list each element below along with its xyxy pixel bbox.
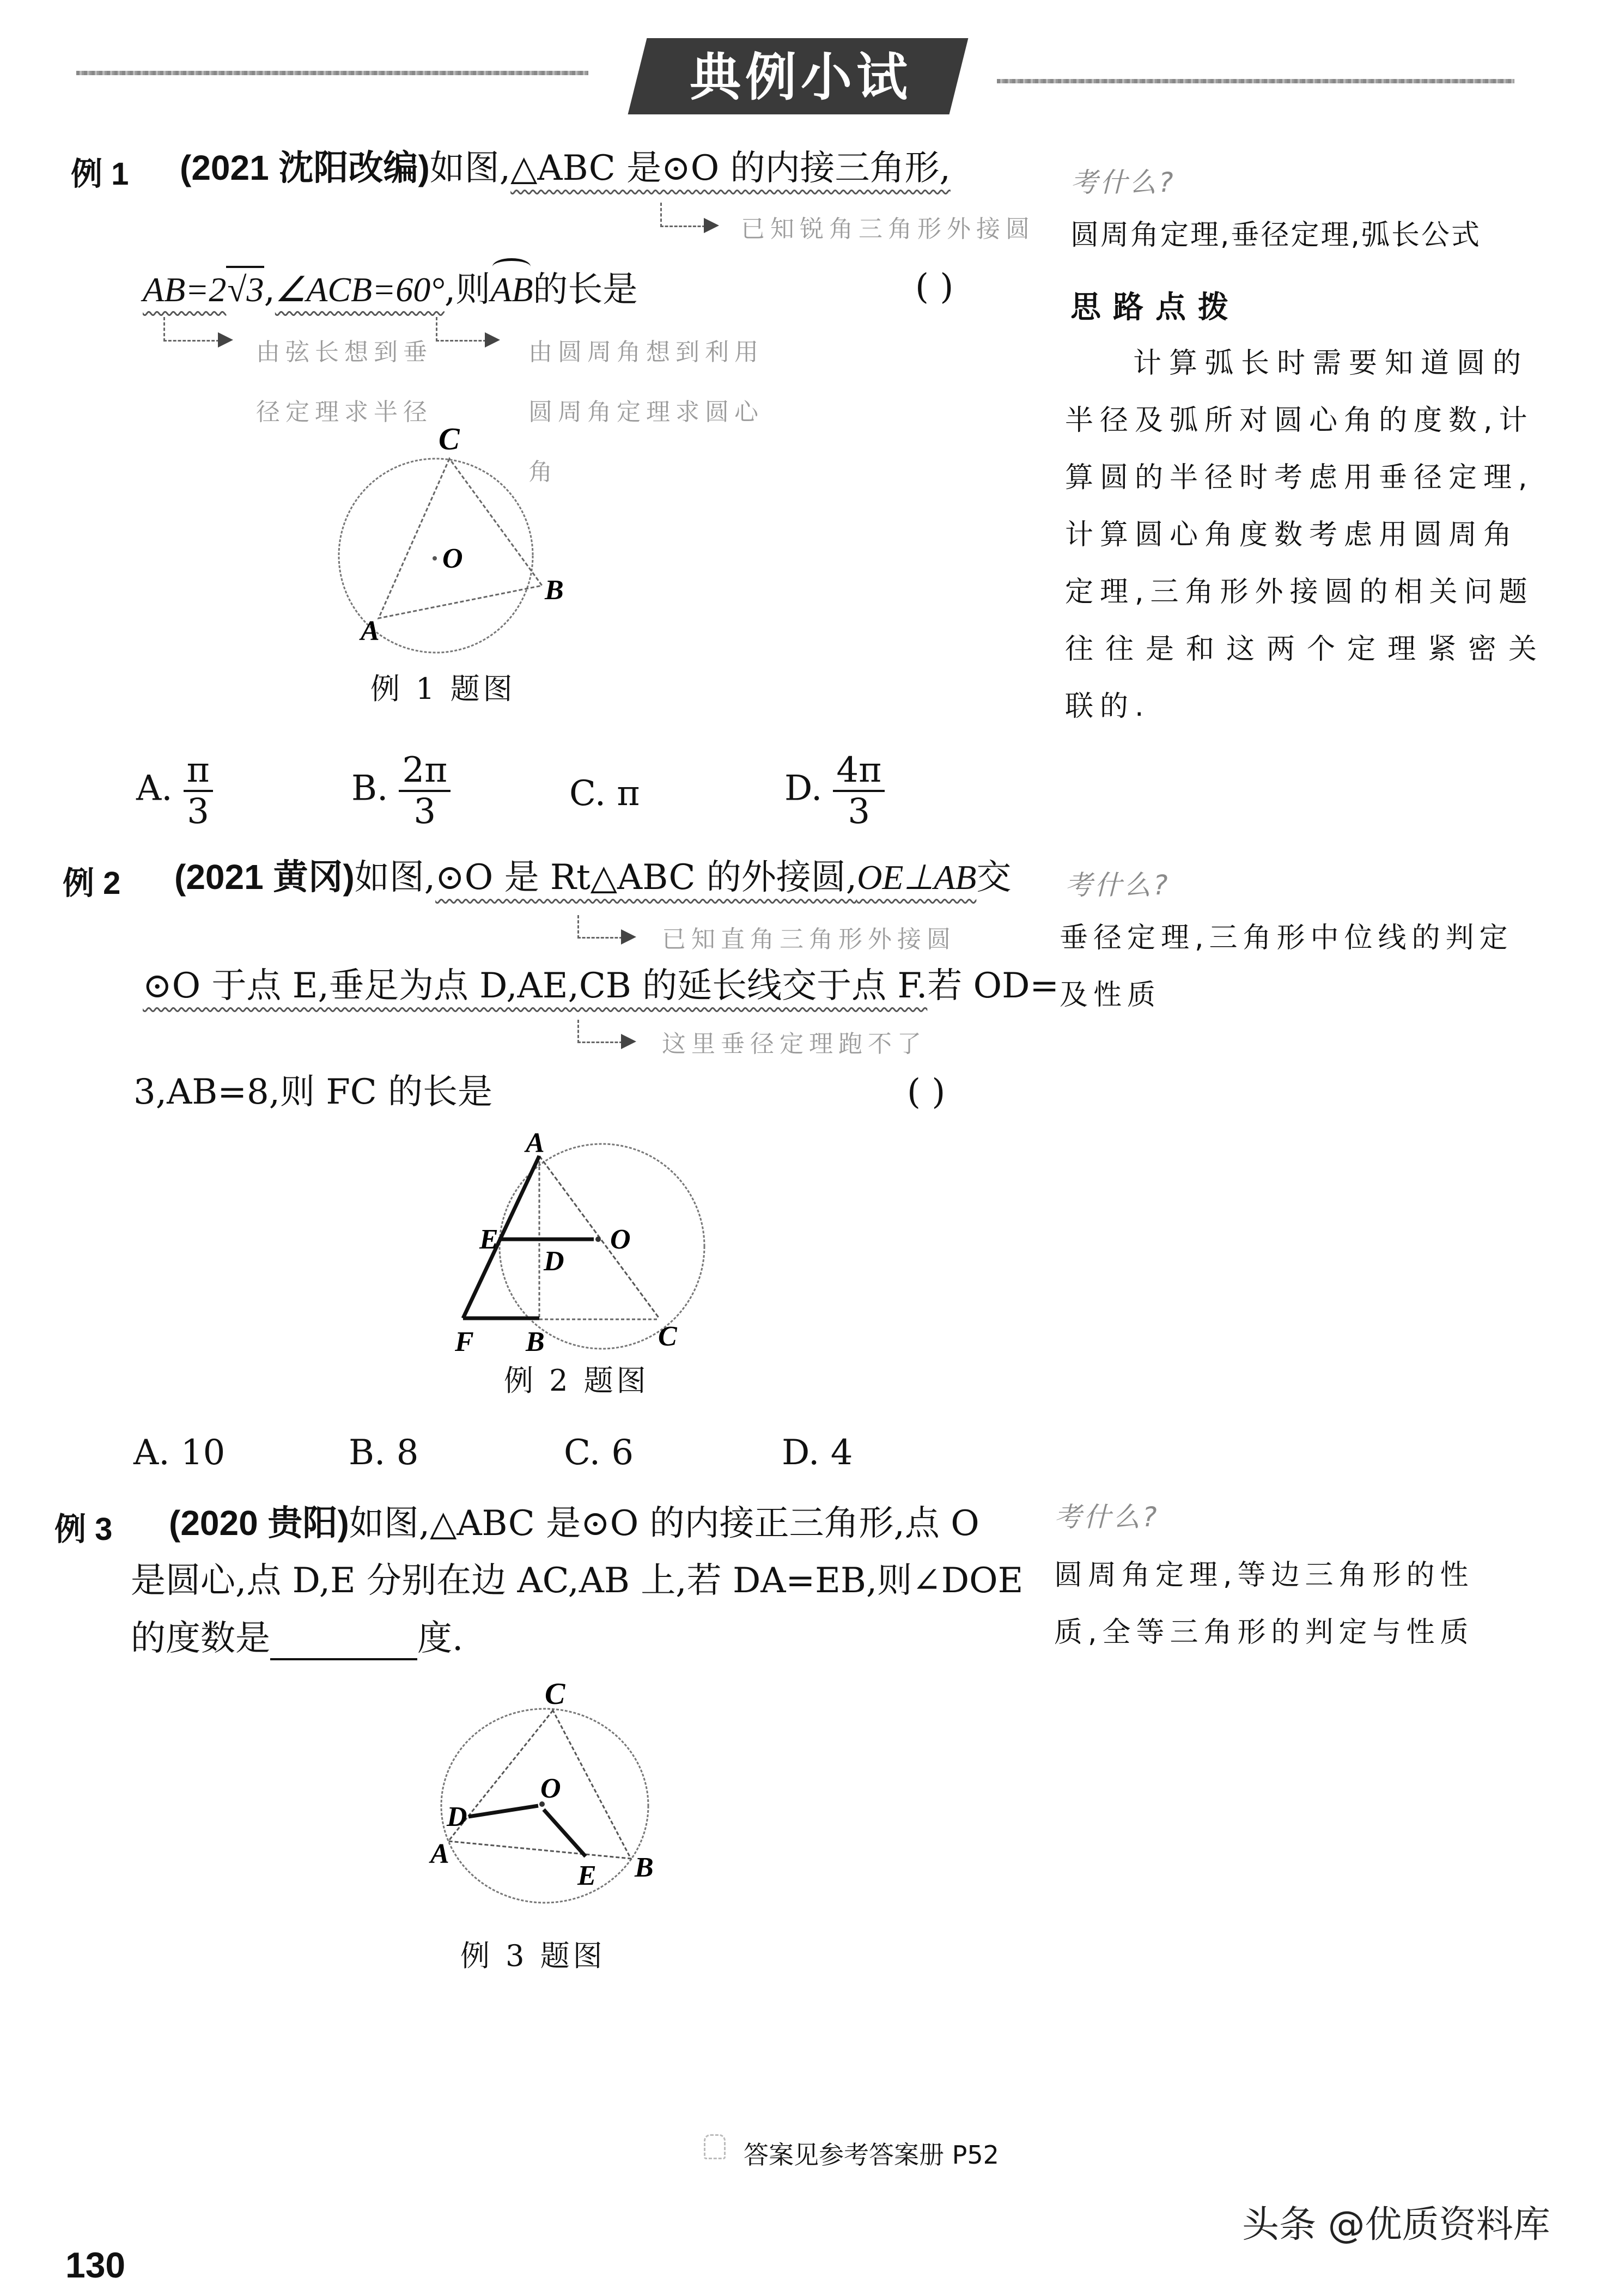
arrowhead-icon [621,929,636,945]
example-1-side-heading: 考什么? [1070,167,1176,198]
arrowhead-icon [485,332,500,348]
example-2-source: (2021 黄冈) [174,857,355,897]
label-o: O [442,543,463,574]
answer-reference: 答案见参考答案册 P52 [744,2140,999,2170]
label-o: O [610,1224,631,1255]
example-1-option-a[interactable]: A. $\frac{\pi}{3}$ [136,751,213,831]
example-1-answer-paren[interactable]: ( ) [915,267,954,307]
example-2-line1-pre: 如图, [354,857,436,898]
example-3-caption: 例 3 题图 [460,1939,606,1973]
label-e: E [577,1860,596,1891]
example-1-side-topics: 圆周角定理,垂径定理,弧长公式 [1070,219,1482,252]
example-2-line2 [143,964,1059,1008]
sqrt-symbol: √3 [226,266,264,312]
example-3-line3-post: 度. [417,1618,464,1659]
example-3-source: (2020 贵阳) [169,1503,349,1543]
example-3-line3 [131,1617,463,1660]
label-c: C [439,425,460,456]
example-2-line1 [174,855,1011,899]
circle-o [441,1709,648,1903]
example-1-line2-then: ,则 [444,270,491,310]
example-3-line2: 是圆心,点 D,E 分别在边 AC,AB 上,若 DA=EB,则∠DOE [131,1561,1024,1601]
example-2-line3: 3,AB=8,则 FC 的长是 [133,1072,493,1112]
example-2-caption: 例 2 题图 [504,1363,649,1398]
example-1-hint-line: 半径及弧所对圆心角的度数,计 [1065,404,1534,437]
example-2-line1-wavy2: OE⊥AB [857,858,977,897]
example-1-angle-given: ∠ACB=60° [275,270,445,309]
example-1-line2: AB=2√3,∠ACB=60°,则AB的长是 [143,266,637,312]
fraction: $\frac{4\pi}{3}$ [833,751,885,831]
label-a: A [430,1838,449,1869]
example-1-hint-line: 计算弧长时需要知道圆的 [1133,347,1529,380]
label-b: B [526,1326,545,1356]
example-1-line1 [180,146,951,190]
note-arrow-1 [660,203,705,227]
arrowhead-icon [621,1034,636,1049]
label-b: B [545,575,564,606]
example-3-line3-pre: 的度数是 [131,1618,270,1659]
header-title: 典例小试 [689,48,912,107]
label-b: B [635,1852,654,1883]
triangle-abc [379,459,542,618]
segment-oe [544,1810,586,1856]
example-1-source: (2021 沈阳改编) [180,148,430,187]
label-d: D [544,1246,564,1277]
example-1-label: 例 1 [71,156,129,192]
example-1-note-3: 由圆周角想到利用圆周角定理求圆心角 [528,338,764,486]
example-1-hint-title: 思路点拨 [1070,290,1240,325]
example-1-option-b[interactable]: B. $\frac{2\pi}{3}$ [351,751,451,831]
example-1-hint-line: 算圆的半径时考虑用垂径定理, [1065,461,1534,494]
example-1-option-c[interactable]: C. π [569,774,640,814]
note-arrow-5 [577,1020,623,1043]
label-d: D [447,1801,467,1832]
fraction: $\frac{\pi}{3}$ [184,751,213,831]
note-arrow-2 [163,317,220,342]
segment-af [463,1156,539,1318]
example-2-line2-wavy: ⊙O 于点 E,垂足为点 D,AE,CB 的延长线交于点 F. [143,966,928,1006]
header-rule-left [76,71,588,75]
example-1-line2-end: 的长是 [533,270,638,310]
arrowhead-icon [704,218,719,233]
example-1-hint-line: 往往是和这两个定理紧密关 [1065,633,1549,666]
center-point [433,556,437,561]
note-arrow-4 [577,915,623,939]
example-2-answer-paren[interactable]: ( ) [907,1072,946,1112]
example-3-line1-text: 如图,△ABC 是⊙O 的内接正三角形,点 O [349,1503,979,1544]
label-f: F [455,1326,474,1356]
label-e: E [479,1224,498,1255]
example-2-option-a[interactable]: A. 10 [133,1433,226,1473]
example-3-label: 例 3 [54,1512,113,1547]
example-2-label: 例 2 [63,866,121,901]
center-point [595,1237,601,1242]
example-2-side-heading: 考什么? [1065,869,1170,901]
example-1-ab-given: AB=2√3 [143,270,264,309]
example-2-option-c[interactable]: C. 6 [564,1433,634,1473]
example-2-line1-wavy: ⊙O 是 Rt△ABC 的外接圆, [435,857,857,898]
example-1-hint-line: 定理,三角形外接圆的相关问题 [1065,576,1534,608]
label-a: A [361,616,380,647]
example-2-figure [436,1128,719,1356]
example-3-answer-blank[interactable] [270,1625,417,1660]
example-1-line1-pre: 如图, [429,148,511,188]
example-1-hint-line: 联的. [1065,690,1151,723]
example-1-option-d[interactable]: D. $\frac{4\pi}{3}$ [784,751,885,831]
watermark: 头条 @优质资料库 [1242,2203,1550,2246]
example-1-caption: 例 1 题图 [370,672,516,706]
example-2-side-topic-line: 及性质 [1060,979,1161,1012]
example-3-figure [414,1683,675,1923]
page-number: 130 [65,2245,126,2285]
example-1-hint-line: 计算圆心角度数考虑用圆周角 [1065,519,1519,551]
note-arrow-3 [436,317,486,342]
label-c: C [545,1683,565,1711]
example-2-note-1: 已知直角三角形外接圆 [662,925,956,953]
label-o: O [540,1773,561,1804]
example-3-side-heading: 考什么? [1054,1501,1159,1533]
example-1-note-2: 由弦长想到垂径定理求半径 [256,338,433,426]
example-1-note-1: 已知锐角三角形外接圆 [741,215,1035,243]
header-rule-right [997,79,1514,83]
example-2-side-topic-line: 垂径定理,三角形中位线的判定 [1060,922,1513,954]
example-2-line1-post: 交 [976,857,1012,898]
example-2-line2-post: 若 OD= [927,966,1060,1006]
segment-do [468,1806,538,1817]
arrowhead-icon [218,332,233,348]
example-1-line1-wavy: △ABC 是⊙O 的内接三角形, [510,148,951,188]
example-3-side-topic-line: 质,全等三角形的判定与性质 [1054,1616,1474,1649]
label-a: A [526,1128,545,1159]
example-3-line1 [169,1501,979,1545]
example-2-option-b[interactable]: B. 8 [349,1433,419,1473]
fraction: $\frac{2\pi}{3}$ [399,751,451,831]
example-2-option-d[interactable]: D. 4 [782,1433,853,1473]
example-1-arc-ab: AB [490,268,533,312]
example-2-note-2: 这里垂径定理跑不了 [662,1030,927,1058]
example-3-side-topic-line: 圆周角定理,等边三角形的性 [1054,1559,1474,1592]
label-c: C [658,1321,677,1352]
example-1-figure [316,425,567,670]
answer-hand-icon [704,2134,726,2159]
